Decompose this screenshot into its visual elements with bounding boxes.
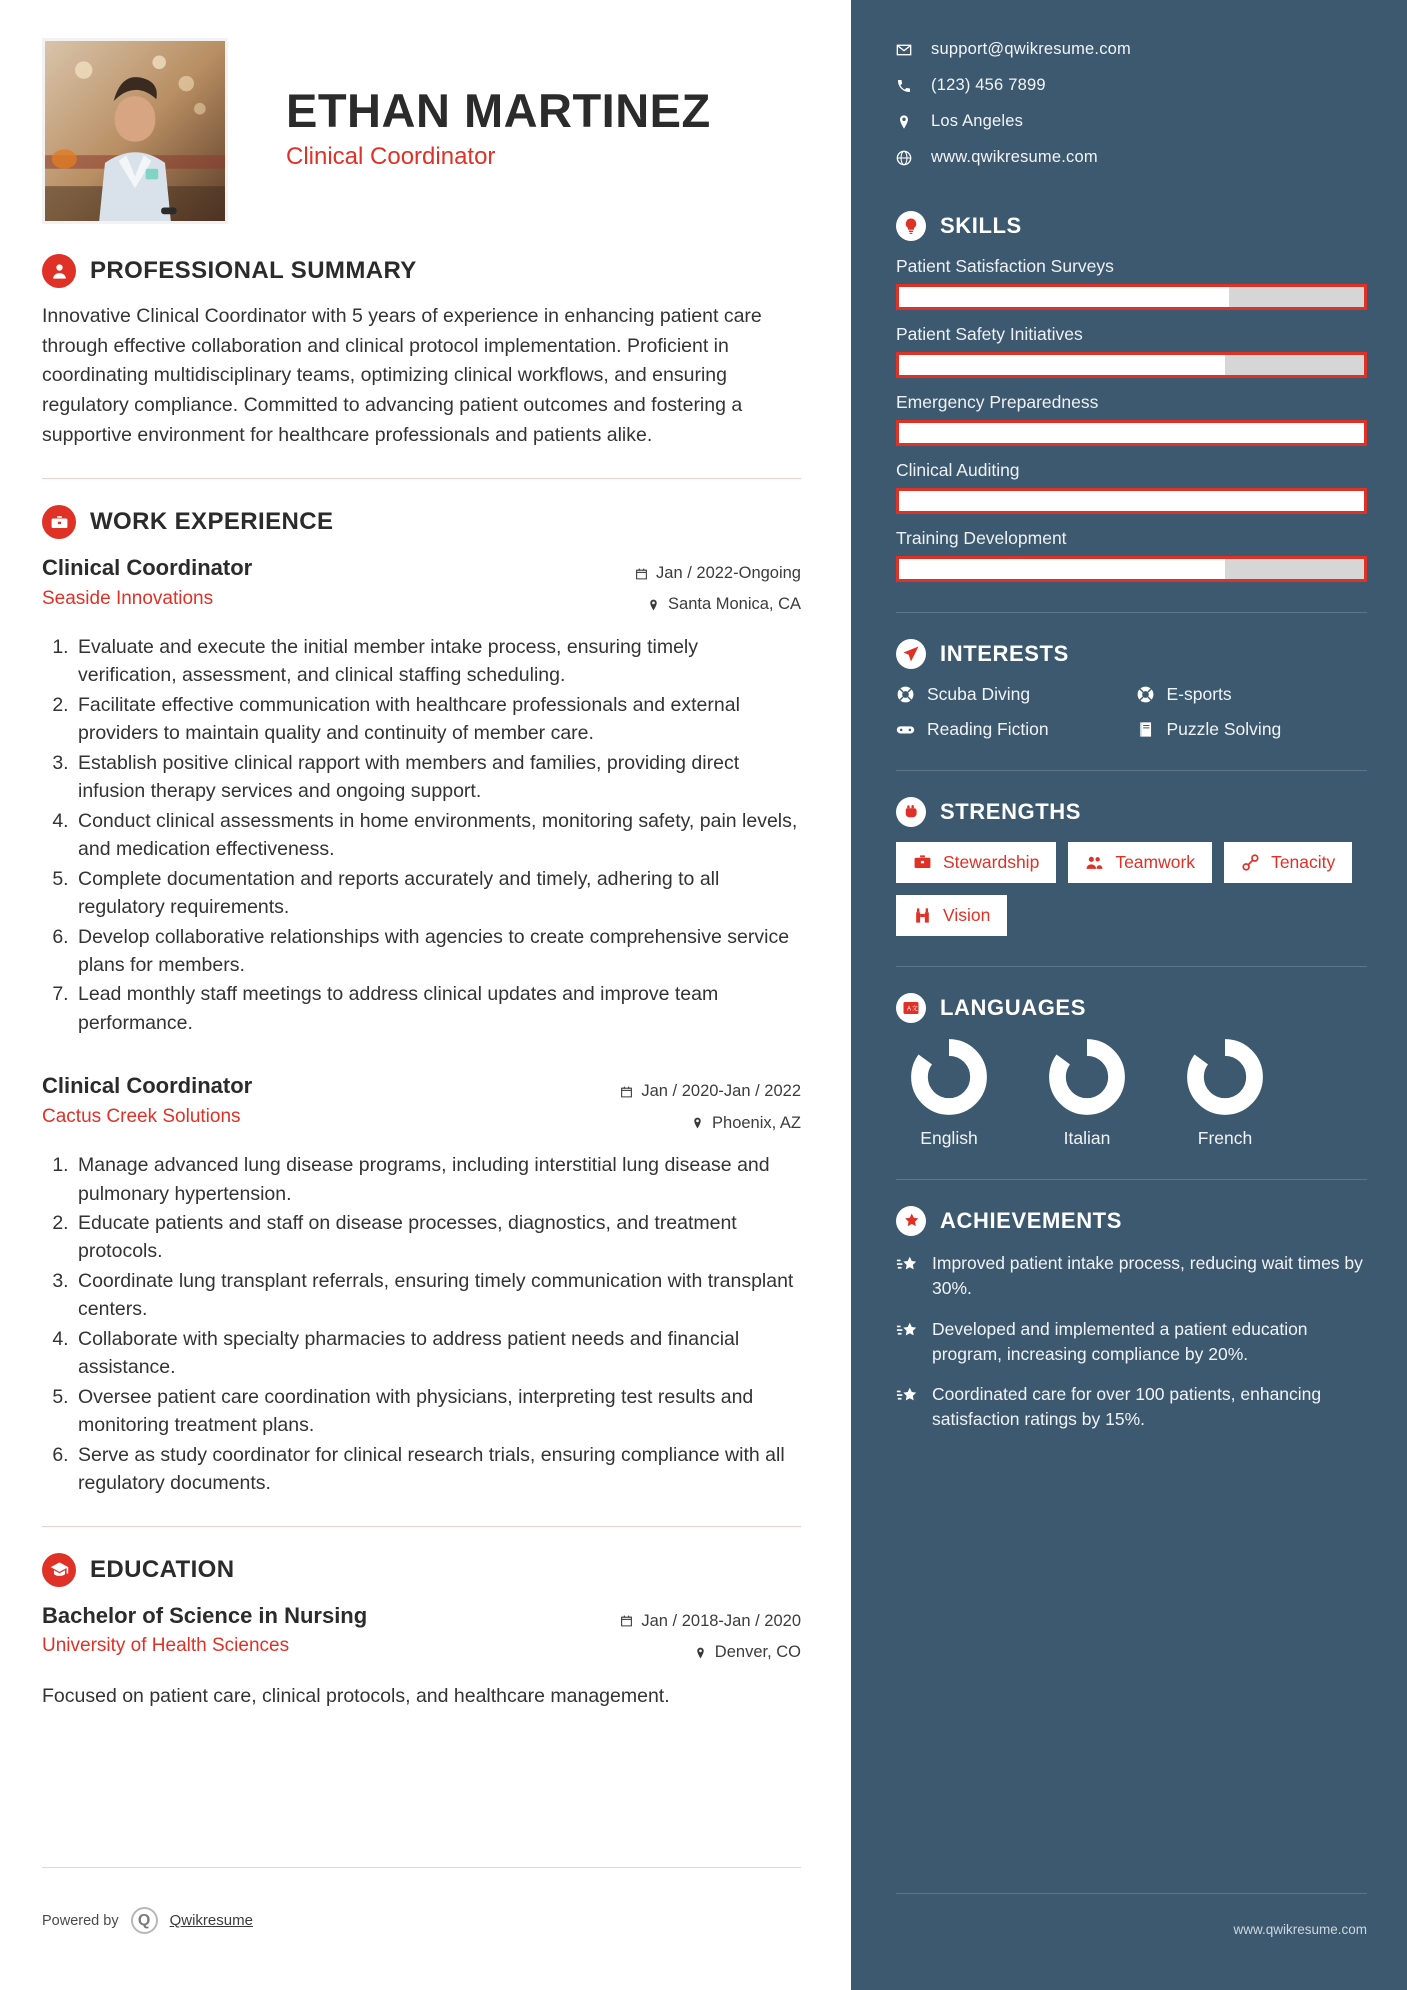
divider [896,966,1367,967]
bullet-item: 1. Manage advanced lung disease programs, including interstitial lung disease and pulmonary hypertension. [74,1151,801,1208]
contact-phone[interactable] [896,76,1367,95]
bullet-item: 3. Coordinate lung transplant referrals, ensuring timely communication with transplant centers. [74,1267,801,1324]
section-title: EDUCATION [90,1555,235,1583]
section-achievements [896,1206,1367,1432]
skill-bar-fill [899,423,1364,443]
globe-icon [896,150,912,166]
interest-label: E-sports [1166,684,1232,704]
section-header [896,797,1367,827]
interest-grid [896,684,1367,740]
achievement-text: Improved patient intake process, reducing wait times by 30%. [932,1253,1363,1298]
contact-website-text: www.qwikresume.com [931,148,1098,166]
skill-item [896,528,1367,582]
contact-email-text: support@qwikresume.com [931,40,1131,58]
section-title: STRENGTHS [940,799,1082,824]
location-pin-icon [647,598,660,612]
skill-bar [896,352,1367,378]
name-block [228,38,711,171]
skill-bar [896,420,1367,446]
contact-website[interactable] [896,148,1367,167]
resume-header [42,38,801,224]
shooting-star-icon [896,1320,918,1342]
section-header [42,1553,801,1587]
interest-item [1136,684,1368,705]
section-skills [896,211,1367,582]
job-location: Phoenix, AZ [712,1113,801,1132]
job-dates: Jan / 2020-Jan / 2022 [641,1082,801,1101]
language-chart-row [896,1038,1367,1149]
briefcase-icon [913,853,932,872]
bullet-item: 3. Establish positive clinical rapport with members and families, providing direct infusion therapy services and ongoing support. [74,749,801,806]
section-strengths [896,797,1367,936]
strength-label: Stewardship [943,852,1040,872]
binoculars-icon [913,906,932,925]
summary-text: Innovative Clinical Coordinator with 5 years of experience in enhancing patient care through effective collaboration and clinical protocol implementation. Proficient in coordinating multidisciplinary teams, optimizing clinical workflows, and ensuring regulatory compliance. Committed to advancing patient outcomes and fostering a supportive environment for healthcare professionals and patients alike. [42,305,762,446]
footer-divider [42,1867,801,1868]
interest-label: Puzzle Solving [1166,719,1282,739]
job-location: Santa Monica, CA [668,595,801,614]
language-label: Italian [1063,1128,1111,1148]
paper-plane-icon [896,639,926,669]
skill-bar-fill [899,355,1225,375]
job-role: Clinical Coordinator [42,555,253,581]
skill-item [896,392,1367,446]
divider [896,1179,1367,1180]
bullet-item: 2. Educate patients and staff on disease processes, diagnostics, and treatment protocols. [74,1209,801,1266]
life-ring-icon [1136,685,1155,704]
language-item [1182,1038,1268,1149]
sidebar [851,0,1407,1990]
section-professional-summary [42,254,801,450]
language-item [906,1038,992,1149]
svg-text:A: A [906,1006,911,1013]
strength-chip [1224,842,1352,883]
contact-email[interactable] [896,40,1367,59]
section-title: INTERESTS [940,641,1069,666]
link-chain-icon [1241,853,1260,872]
language-donut-chart [1048,1038,1126,1116]
skill-bar-fill [899,287,1229,307]
powered-by-label: Powered by [42,1912,119,1929]
skill-label: Patient Safety Initiatives [896,324,1083,344]
section-interests [896,639,1367,740]
bullet-item: 7. Lead monthly staff meetings to address clinical updates and improve team performance. [74,980,801,1037]
skill-label: Emergency Preparedness [896,392,1099,412]
profile-photo-illustration [45,41,225,221]
spacer [42,1041,801,1071]
education-description: Focused on patient care, clinical protocols, and healthcare management. [42,1685,670,1708]
avatar [42,38,228,224]
calendar-icon [620,1614,633,1628]
strength-label: Teamwork [1115,852,1196,872]
language-label: French [1197,1128,1253,1148]
education-location: Denver, CO [714,1643,801,1662]
calendar-icon [635,567,648,581]
job-location-row [635,589,801,620]
school-name: University of Health Sciences [42,1635,290,1657]
contact-list [896,40,1367,167]
divider [42,478,801,479]
section-education [42,1553,801,1712]
language-label: English [920,1128,978,1148]
fist-icon [896,797,926,827]
interest-item [896,719,1128,740]
shooting-star-icon [896,1254,918,1276]
education-location-row [620,1637,801,1668]
achievement-item [896,1317,1367,1367]
translate-icon [896,993,926,1023]
book-icon [1136,720,1155,739]
experience-entry [42,1071,801,1497]
skill-item [896,256,1367,310]
skill-bar-fill [899,559,1225,579]
job-title: Clinical Coordinator [286,143,496,171]
users-icon [1085,853,1104,872]
bullet-item: 4. Collaborate with specialty pharmacies to address patient needs and financial assistance. [74,1325,801,1382]
language-donut-chart [1186,1038,1264,1116]
strength-chips [896,842,1367,936]
language-item [1044,1038,1130,1149]
qwikresume-logo-icon: Q [131,1907,158,1934]
lightbulb-icon [896,211,926,241]
bullet-item: 6. Serve as study coordinator for clinical research trials, ensuring compliance with all regulatory documents. [74,1441,801,1498]
interest-label: Reading Fiction [927,719,1049,739]
skill-bar [896,488,1367,514]
location-pin-icon [691,1116,704,1130]
section-header [896,993,1367,1023]
shooting-star-icon [896,1385,918,1407]
email-icon [896,42,912,58]
job-role: Clinical Coordinator [42,1073,253,1099]
education-dates: Jan / 2018-Jan / 2020 [641,1611,801,1630]
strength-chip [1068,842,1212,883]
section-header [896,639,1367,669]
skill-item [896,324,1367,378]
contact-location-text: Los Angeles [931,112,1024,130]
section-title: LANGUAGES [940,995,1086,1020]
bullet-item: 2. Facilitate effective communication with healthcare professionals and external providers to maintain quality and continuity of member care. [74,691,801,748]
life-ring-icon [896,685,915,704]
section-header [896,211,1367,241]
achievement-item [896,1382,1367,1432]
contact-location [896,112,1367,131]
skill-label: Clinical Auditing [896,460,1020,480]
job-bullets [42,633,801,1038]
degree-name: Bachelor of Science in Nursing [42,1602,368,1628]
briefcase-icon [42,505,76,539]
location-pin-icon [694,1646,707,1660]
skill-label: Training Development [896,528,1067,548]
gamepad-icon [896,720,915,739]
section-header [42,254,801,288]
achievement-text: Coordinated care for over 100 patients, enhancing satisfaction ratings by 15%. [932,1384,1322,1430]
strength-chip [896,895,1007,936]
skill-label: Patient Satisfaction Surveys [896,256,1114,276]
footer-branding [42,1907,253,1934]
star-badge-icon [896,1206,926,1236]
user-icon [42,254,76,288]
interest-item [1136,719,1368,740]
skill-bar-fill [899,491,1364,511]
job-dates: Jan / 2022-Ongoing [656,564,801,583]
achievement-item [896,1251,1367,1301]
bullet-item: 1. Evaluate and execute the initial member intake process, ensuring timely verification, assessment, and clinical staffing scheduling. [74,633,801,690]
divider [42,1526,801,1527]
bullet-item: 5. Complete documentation and reports accurately and timely, adhering to all regulatory requirements. [74,865,801,922]
job-dates-row [620,1076,801,1107]
skill-item [896,460,1367,514]
achievement-text: Developed and implemented a patient education program, increasing compliance by 20%. [932,1318,1308,1364]
strength-label: Tenacity [1271,852,1336,872]
section-title: ACHIEVEMENTS [940,1208,1122,1233]
phone-icon [896,78,912,94]
skill-bar [896,556,1367,582]
strength-chip [896,842,1056,883]
skill-bar [896,284,1367,310]
sidebar-site-url: www.qwikresume.com [1233,1922,1367,1937]
graduation-cap-icon [42,1553,76,1587]
bullet-item: 4. Conduct clinical assessments in home environments, monitoring safety, pain levels, and medication effectiveness. [74,807,801,864]
education-dates-row [620,1606,801,1637]
job-location-row [620,1108,801,1139]
contact-phone-text: (123) 456 7899 [931,76,1046,94]
bullet-item: 6. Develop collaborative relationships with agencies to create comprehensive service plans for members. [74,923,801,980]
section-languages [896,993,1367,1149]
language-donut-chart [910,1038,988,1116]
experience-entry [42,553,801,1037]
section-title: WORK EXPERIENCE [90,508,334,536]
job-dates-row [635,558,801,589]
strength-label: Vision [943,905,991,925]
section-title: PROFESSIONAL SUMMARY [90,257,417,284]
interest-label: Scuba Diving [927,684,1031,704]
section-title: SKILLS [940,213,1022,238]
sidebar-footer-divider [896,1893,1367,1894]
job-company: Seaside Innovations [42,587,214,609]
section-work-experience [42,505,801,1498]
job-bullets [42,1151,801,1498]
divider [896,770,1367,771]
section-header [896,1206,1367,1236]
calendar-icon [620,1085,633,1099]
bullet-item: 5. Oversee patient care coordination with physicians, interpreting test results and monitoring treatment plans. [74,1383,801,1440]
interest-item [896,684,1128,705]
education-entry [42,1601,801,1712]
page-title: ETHAN MARTINEZ [286,84,711,137]
svg-text:文: 文 [911,1006,918,1013]
job-company: Cactus Creek Solutions [42,1106,241,1128]
location-pin-icon [896,114,912,130]
qwikresume-link[interactable]: Qwikresume [169,1912,253,1929]
divider [896,612,1367,613]
section-header [42,505,801,539]
